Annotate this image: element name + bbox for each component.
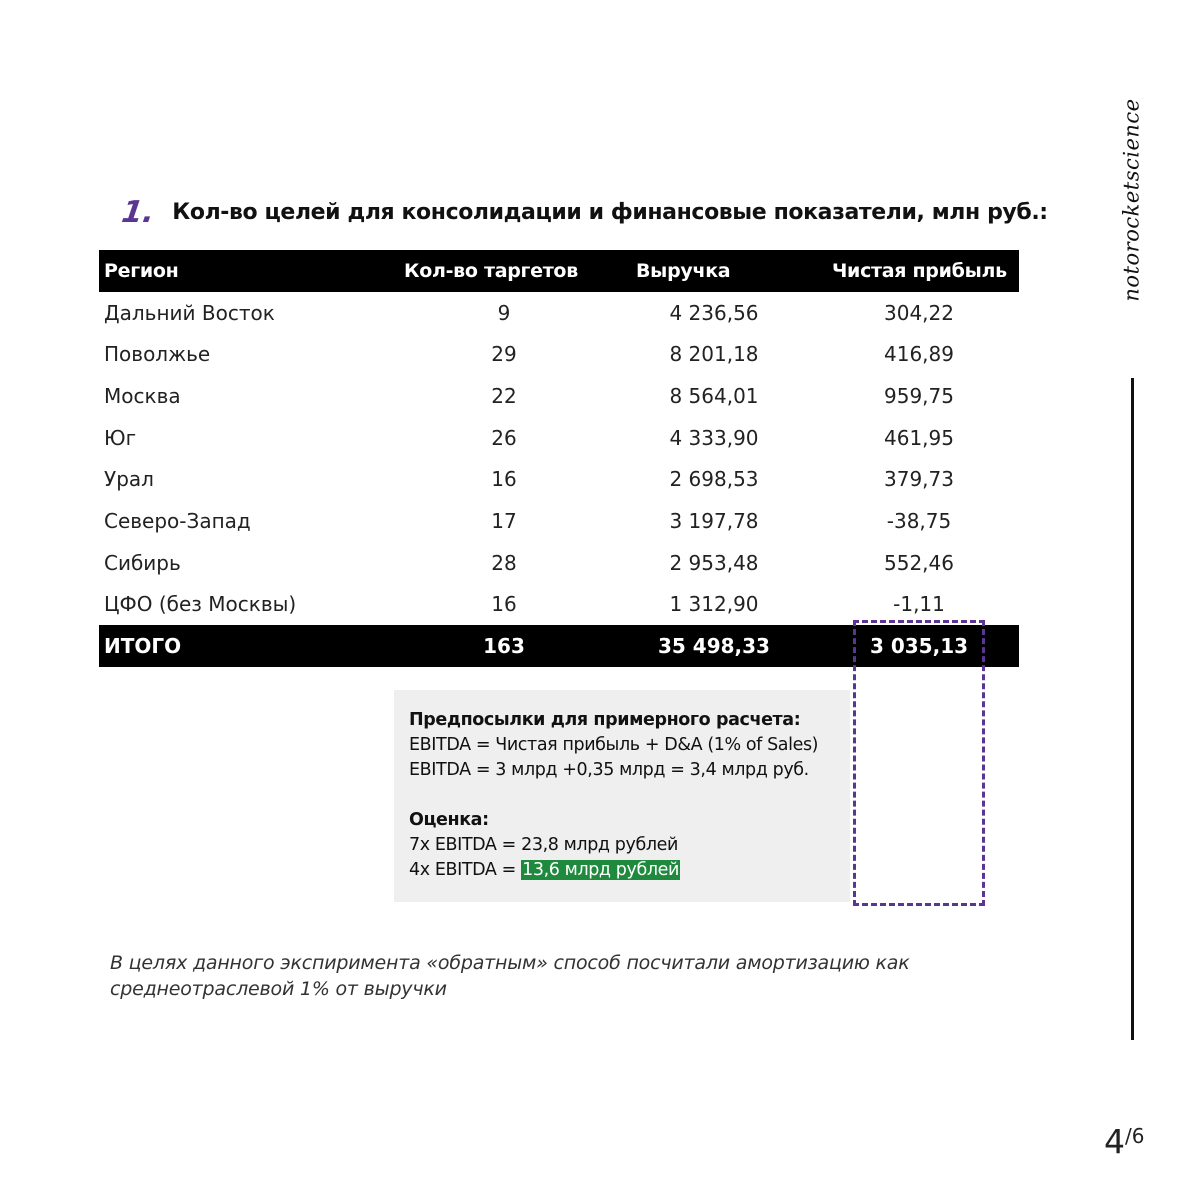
assumption-line: EBITDA = Чистая прибыль + D&A (1% of Sales): [409, 735, 819, 755]
table-row: [99, 500, 1019, 542]
brand-logo: [1112, 100, 1152, 300]
footnote: В целях данного экспиримента «обратным» способ посчитали амортизацию как среднеотраслевой 1% от выручки: [110, 952, 910, 1000]
cell-region: Северо-Запад: [104, 508, 251, 533]
page-current: 4: [1104, 1122, 1125, 1161]
total-revenue: 35 498,33: [609, 625, 819, 667]
cell-net-profit: 959,75: [884, 383, 954, 408]
cell-revenue: 8 564,01: [669, 383, 759, 408]
cell-revenue: 4 333,90: [669, 425, 759, 450]
cell-net-profit: 416,89: [884, 342, 954, 367]
cell-targets: 9: [497, 300, 511, 325]
spacer: [409, 783, 850, 808]
heading-number: 1.: [119, 194, 157, 230]
cell-region: Юг: [104, 425, 137, 450]
table-row: [99, 375, 1019, 417]
net-profit-dashed-frame: [853, 620, 985, 906]
cell-targets: 28: [491, 550, 517, 575]
cell-targets: 16: [491, 592, 517, 617]
cell-net-profit: -1,11: [893, 592, 945, 617]
table-row: [99, 584, 1019, 626]
header-net-profit: Чистая прибыль: [819, 250, 1019, 292]
assumptions-box: [394, 690, 850, 902]
table-row: [99, 458, 1019, 500]
total-targets: 163: [399, 625, 609, 667]
table-row: [99, 542, 1019, 584]
cell-targets: 17: [491, 508, 517, 533]
cell-targets: 26: [491, 425, 517, 450]
table-row: [99, 333, 1019, 375]
section-heading: [119, 190, 1048, 234]
cell-region: ЦФО (без Москвы): [104, 592, 297, 617]
side-divider: [1131, 378, 1134, 1040]
cell-region: Урал: [104, 467, 154, 492]
header-region: Регион: [99, 250, 399, 292]
cell-region: Поволжье: [104, 342, 211, 367]
table-row: [99, 292, 1019, 334]
cell-net-profit: 461,95: [884, 425, 954, 450]
cell-revenue: 8 201,18: [669, 342, 759, 367]
cell-net-profit: 304,22: [884, 300, 954, 325]
valuation-title: Оценка:: [409, 810, 489, 830]
financial-table: [99, 250, 1019, 667]
assumptions-title: Предпосылки для примерного расчета:: [409, 710, 801, 730]
cell-net-profit: -38,75: [886, 508, 952, 533]
cell-revenue: 2 953,48: [669, 550, 759, 575]
header-targets: Кол-во таргетов: [399, 250, 609, 292]
total-label: ИТОГО: [99, 625, 399, 667]
cell-revenue: 1 312,90: [669, 592, 759, 617]
heading-title: Кол-во целей для консолидации и финансовые показатели, млн руб.:: [172, 199, 1048, 225]
cell-targets: 16: [491, 467, 517, 492]
table-header-row: [99, 250, 1019, 292]
valuation-line: 7x EBITDA = 23,8 млрд рублей: [409, 835, 678, 855]
valuation-highlight: 13,6 млрд рублей: [522, 860, 679, 880]
cell-net-profit: 379,73: [884, 467, 954, 492]
cell-revenue: 2 698,53: [669, 467, 759, 492]
cell-net-profit: 552,46: [884, 550, 954, 575]
cell-targets: 22: [491, 383, 517, 408]
header-revenue: Выручка: [609, 250, 819, 292]
valuation-prefix: 4x EBITDA =: [409, 860, 522, 880]
valuation-line: [409, 858, 850, 883]
cell-region: Сибирь: [104, 550, 181, 575]
cell-targets: 29: [491, 342, 517, 367]
cell-region: Москва: [104, 383, 181, 408]
page-number: [1104, 1122, 1144, 1161]
cell-revenue: 3 197,78: [669, 508, 759, 533]
total-net-profit: 3 035,13: [819, 625, 1019, 667]
table-row: [99, 417, 1019, 459]
page-total: /6: [1125, 1124, 1145, 1148]
cell-revenue: 4 236,56: [669, 300, 759, 325]
assumption-line: EBITDA = 3 млрд +0,35 млрд = 3,4 млрд руб.: [409, 760, 809, 780]
cell-region: Дальний Восток: [104, 300, 275, 325]
brand-text: notorocketscience: [1120, 98, 1144, 302]
